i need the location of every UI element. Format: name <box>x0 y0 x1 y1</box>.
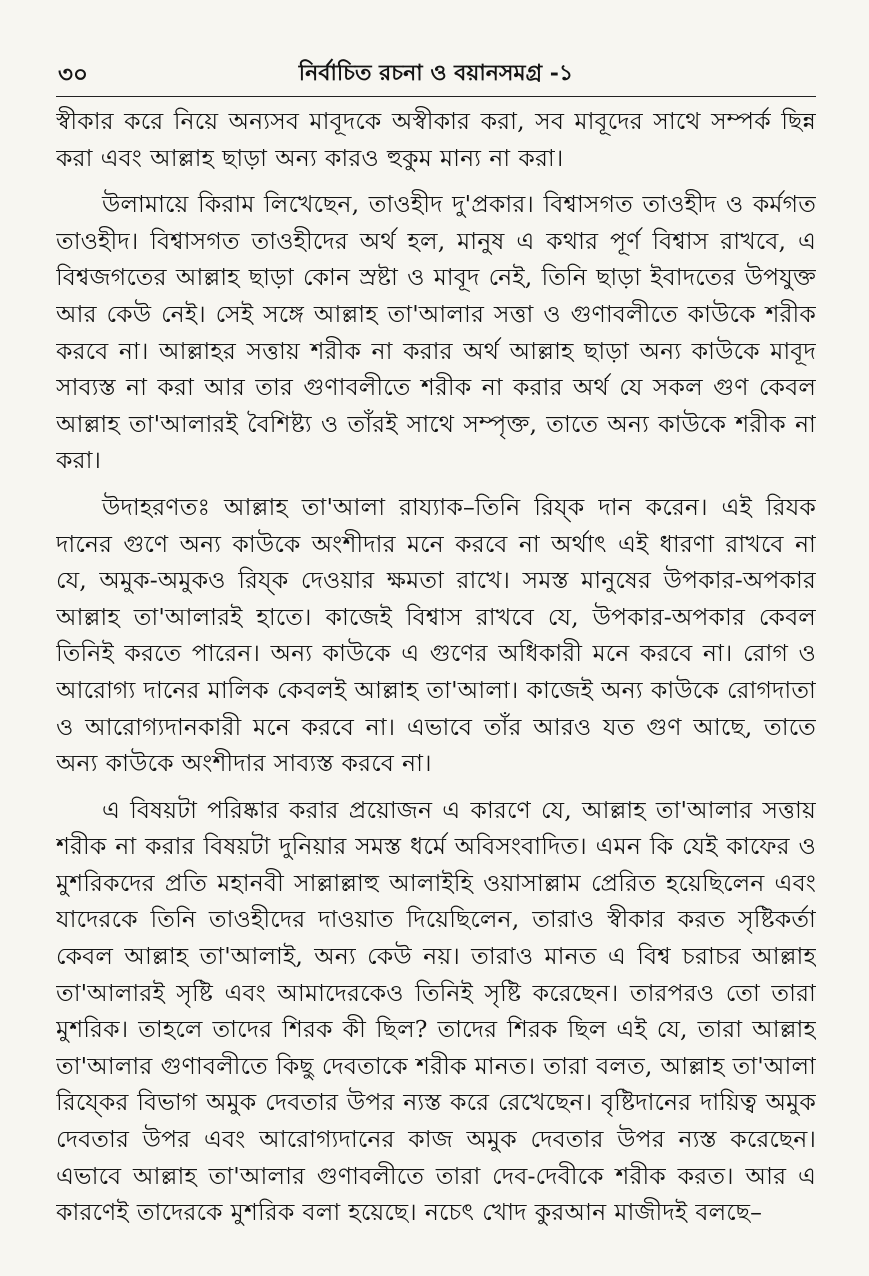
paragraph-example: উদাহরণতঃ আল্লাহ তা'আলা রায্যাক–তিনি রিয্ক দান করেন। এই রিযক দানের গুণে অন্য কাউকে অংশীদার মনে করবে না অর্থাৎ এই ধারণা রাখবে না যে, অমুক-অমুকও রিয্ক দেওয়ার ক্ষমতা রাখে। সমস্ত মানুষের উপকার-অপকার আল্লাহ তা'আলারই হাতে। কাজেই বিশ্বাস রাখবে যে, উপকার-অপকার কেবল তিনিই করতে পারেন। অন্য কাউকে এ গুণের অধিকারী মনে করবে না। রোগ ও আরোগ্য দানের মালিক কেবলই আল্লাহ তা'আলা। কাজেই অন্য কাউকে রোগদাতা ও আরোগ্যদানকারী মনে করবে না। এভাবে তাঁর আরও যত গুণ আছে, তাতে অন্য কাউকে অংশীদার সাব্যস্ত করবে না। <box>56 492 816 778</box>
book-page <box>56 44 816 1259</box>
page-number: ৩০ <box>58 61 88 88</box>
page-header <box>56 44 816 97</box>
running-title: নির্বাচিত রচনা ও বয়ানসমগ্র -১ <box>298 60 574 86</box>
paragraph-continuation: স্বীকার করে নিয়ে অন্যসব মাবূদকে অস্বীকার করা, সব মাবূদের সাথে সম্পর্ক ছিন্ন করা এবং আল্লাহ ছাড়া অন্য কারও হুকুম মান্য না করা। <box>56 107 816 172</box>
paragraph-tawhid-types: উলামায়ে কিরাম লিখেছেন, তাওহীদ দু'প্রকার। বিশ্বাসগত তাওহীদ ও কর্মগত তাওহীদ। বিশ্বাসগত তাওহীদের অর্থ হল, মানুষ এ কথার পূর্ণ বিশ্বাস রাখবে, এ বিশ্বজগতের আল্লাহ ছাড়া কোন স্রষ্টা ও মাবূদ নেই, তিনি ছাড়া ইবাদতের উপযুক্ত আর কেউ নেই। সেই সঙ্গে আল্লাহ তা'আলার সত্তা ও গুণাবলীতে কাউকে শরীক করবে না। আল্লাহর সত্তায় শরীক না করার অর্থ আল্লাহ ছাড়া অন্য কাউকে মাবূদ সাব্যস্ত না করা আর তার গুণাবলীতে শরীক না করার অর্থ যে সকল গুণ কেবল আল্লাহ তা'আলারই বৈশিষ্ট্য ও তাঁরই সাথে সম্পৃক্ত, তাতে অন্য কাউকে শরীক না করা। <box>56 190 816 475</box>
paragraph-explanation: এ বিষয়টা পরিষ্কার করার প্রয়োজন এ কারণে যে, আল্লাহ তা'আলার সত্তায় শরীক না করার বিষয়টা দুনিয়ার সমস্ত ধর্মে অবিসংবাদিত। এমন কি যেই কাফের ও মুশরিকদের প্রতি মহানবী সাল্লাল্লাহু আলাইহি ওয়াসাল্লাম প্রেরিত হয়েছিলেন এবং যাদেরকে তিনি তাওহীদের দাওয়াত দিয়েছিলেন, তারাও স্বীকার করত সৃষ্টিকর্তা কেবল আল্লাহ তা'আলাই, অন্য কেউ নয়। তারাও মানত এ বিশ্ব চরাচর আল্লাহ তা'আলারই সৃষ্টি এবং আমাদেরকেও তিনিই সৃষ্টি করেছেন। তারপরও তো তারা মুশরিক। তাহলে তাদের শিরক কী ছিল? তাদের শিরক ছিল এই যে, তারা আল্লাহ তা'আলার গুণাবলীতে কিছু দেবতাকে শরীক মানত। তারা বলত, আল্লাহ তা'আলা রিয্কের বিভাগ অমুক দেবতার উপর ন্যস্ত করে রেখেছেন। বৃষ্টিদানের দায়িত্ব অমুক দেবতার উপর এবং আরোগ্যদানের কাজ অমুক দেবতার উপর ন্যস্ত করেছেন। এভাবে আল্লাহ তা'আলার গুণাবলীতে তারা দেব-দেবীকে শরীক করত। আর এ কারণেই তাদেরকে মুশরিক বলা হয়েছে। নচেৎ খোদ কুরআন মাজীদই বলছে– <box>56 795 816 1227</box>
body-text <box>56 103 816 1231</box>
